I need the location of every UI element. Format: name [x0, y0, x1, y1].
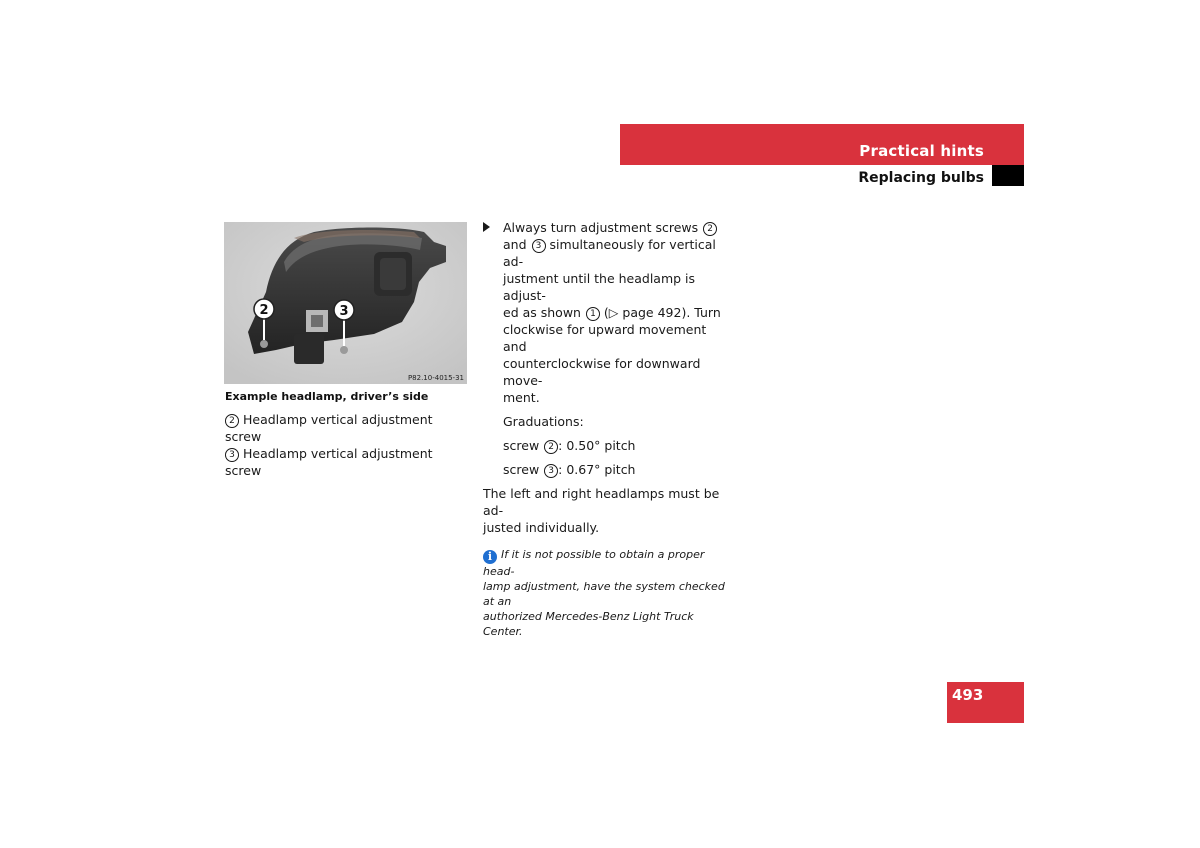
graduation-screw-2 [483, 437, 728, 454]
headlamp-illustration [224, 222, 467, 384]
legend-item [225, 445, 470, 479]
image-code: P82.10-4015-31 [407, 374, 464, 382]
callout-number-icon: 3 [225, 448, 239, 462]
text: ment. [503, 390, 540, 405]
page-number: 493 [952, 686, 984, 704]
figure-caption: Example headlamp, driver’s side [225, 390, 429, 403]
text: screw [503, 438, 544, 453]
subsection-title: Replacing bulbs [858, 170, 984, 186]
text: and [503, 237, 531, 252]
callout-number-icon: 2 [703, 222, 717, 236]
text: ed as shown [503, 305, 585, 320]
page-reference: (▷ page 492). Turn [599, 305, 721, 320]
callout-number-icon: 2 [225, 414, 239, 428]
bullet-triangle-icon [483, 222, 490, 232]
text: The left and right headlamps must be ad- [483, 486, 720, 518]
section-title: Practical hints [859, 142, 984, 160]
graduations-label: Graduations: [503, 414, 584, 429]
text: authorized Mercedes-Benz Light Truck Center. [483, 610, 694, 638]
figure-legend [225, 411, 470, 479]
text: justment until the headlamp is adjust- [503, 271, 696, 303]
text: counterclockwise for downward move- [503, 356, 701, 388]
text: Always turn adjustment screws [503, 220, 703, 235]
legend-text: Headlamp vertical adjustment screw [225, 412, 433, 444]
callout-number-icon: 3 [544, 464, 558, 478]
legend-text: Headlamp vertical adjustment screw [225, 446, 433, 478]
legend-item [225, 411, 470, 445]
callout-number-icon: 3 [532, 239, 546, 253]
callout-number-icon: 2 [544, 440, 558, 454]
headlamp-figure [224, 222, 467, 384]
instructions-column [483, 219, 728, 639]
instruction-step [483, 219, 728, 406]
text: : 0.50° pitch [558, 438, 636, 453]
individual-adjustment-note [483, 485, 728, 536]
text: clockwise for upward movement and [503, 322, 707, 354]
callout-number-icon: 1 [586, 307, 600, 321]
text: : 0.67° pitch [558, 462, 636, 477]
info-icon: i [483, 550, 497, 564]
thumb-tab-marker [992, 165, 1024, 186]
info-note [483, 547, 728, 639]
text: lamp adjustment, have the system checked at an [483, 580, 725, 608]
text: justed individually. [483, 520, 600, 535]
text: If it is not possible to obtain a proper head- [483, 548, 705, 578]
callout-3-label: 3 [339, 304, 349, 319]
text: simultaneously for vertical ad- [503, 237, 716, 269]
callout-2-label: 2 [259, 303, 269, 318]
text: screw [503, 462, 544, 477]
graduation-screw-3 [483, 461, 728, 478]
